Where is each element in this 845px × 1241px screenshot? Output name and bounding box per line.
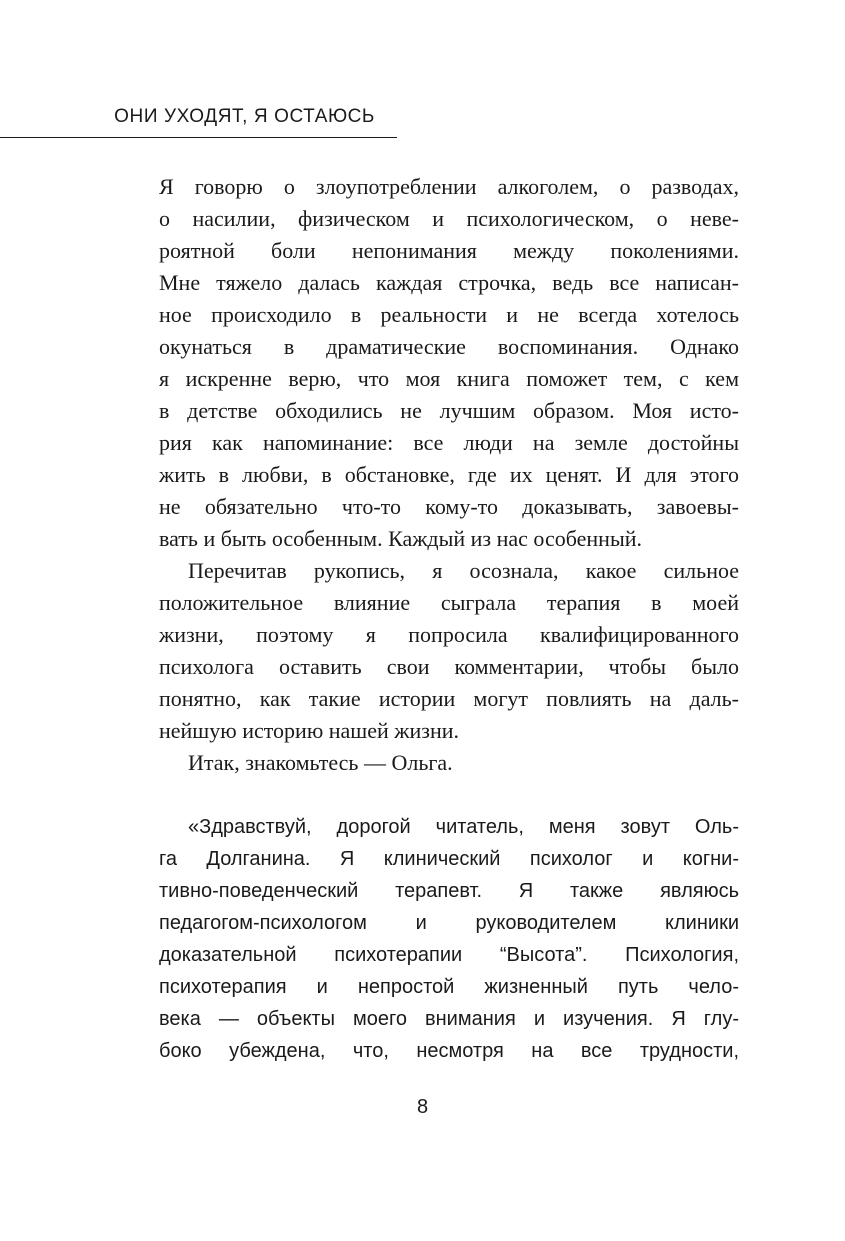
quote-line: века — объекты моего внимания и изучения. Я глу- xyxy=(159,1008,739,1030)
body-line: жизни, поэтому я попросила квалифицированного xyxy=(159,622,739,647)
body-line: положительное влияние сыграла терапия в моей xyxy=(159,590,739,615)
body-line: вать и быть особенным. Каждый из нас особенный. xyxy=(159,526,643,551)
body-line: понятно, как такие истории могут повлиять на даль- xyxy=(159,686,739,711)
body-line: я искренне верю, что моя книга поможет тем, с кем xyxy=(159,366,739,391)
body-line: Итак, знакомьтесь — Ольга. xyxy=(188,750,453,775)
quote-line: доказательной психотерапии “Высота”. Психология, xyxy=(159,944,739,966)
body-line: психолога оставить свои комментарии, чтобы было xyxy=(159,654,739,679)
quote-line: тивно-поведенческий терапевт. Я также являюсь xyxy=(159,880,739,902)
running-header xyxy=(0,104,397,138)
body-line: о насилии, физическом и психологическом, о неве- xyxy=(159,206,739,231)
body-line: Мне тяжело далась каждая строчка, ведь все написан- xyxy=(159,270,739,295)
quote-line: психотерапия и непростой жизненный путь чело- xyxy=(159,976,739,998)
body-line: рия как напоминание: все люди на земле достойны xyxy=(159,430,739,455)
body-line: в детстве обходились не лучшим образом. Моя исто- xyxy=(159,398,739,423)
body-line: окунаться в драматические воспоминания. Однако xyxy=(159,334,739,359)
quote-line: педагогом-психологом и руководителем клиники xyxy=(159,912,739,934)
body-line: жить в любви, в обстановке, где их ценят. И для этого xyxy=(159,462,739,487)
body-line: роятной боли непонимания между поколениями. xyxy=(159,238,739,263)
body-line: Перечитав рукопись, я осознала, какое сильное xyxy=(188,558,739,583)
body-line: ное происходило в реальности и не всегда хотелось xyxy=(159,302,739,327)
quote-line: боко убеждена, что, несмотря на все трудности, xyxy=(159,1040,739,1062)
quote-line: «Здравствуй, дорогой читатель, меня зовут Оль- xyxy=(188,816,739,838)
body-line: не обязательно что-то кому-то доказывать, завоевы- xyxy=(159,494,739,519)
running-title: ОНИ УХОДЯТ, Я ОСТАЮСЬ xyxy=(114,106,375,127)
page-number: 8 xyxy=(416,1096,429,1118)
quote-line: га Долганина. Я клинический психолог и когни- xyxy=(159,848,739,870)
body-line: нейшую историю нашей жизни. xyxy=(159,718,459,743)
body-line: Я говорю о злоупотреблении алкоголем, о разводах, xyxy=(159,174,739,199)
